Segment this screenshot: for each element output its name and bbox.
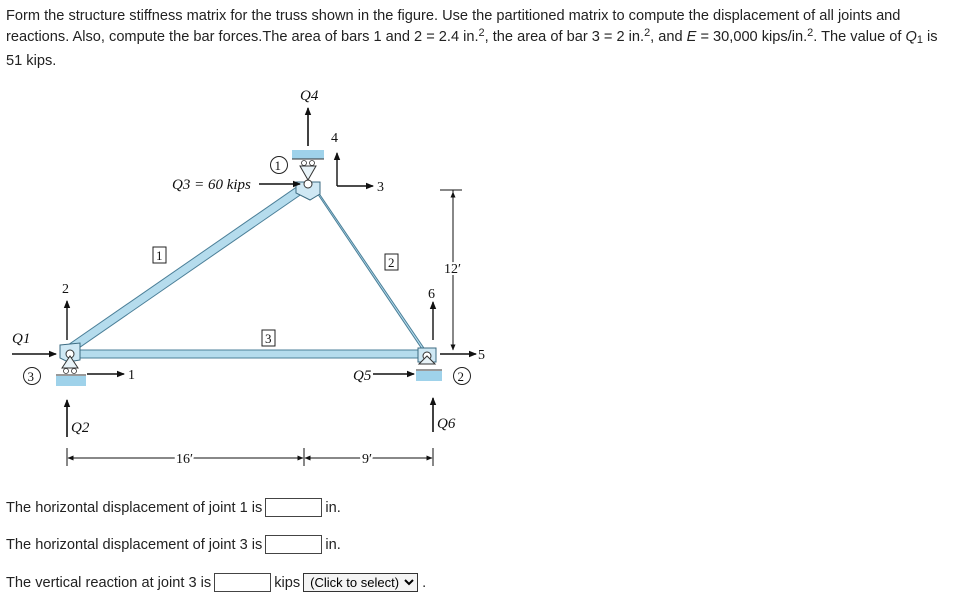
question-row-2: [6, 535, 341, 554]
problem-text-2: , the area of bar 3 = 2 in.: [484, 29, 645, 45]
problem-text-5: . The value of: [813, 29, 906, 45]
q2-label: Q2: [71, 420, 90, 436]
bar-1-member: [68, 184, 306, 352]
q6-label: Q6: [437, 416, 456, 432]
bar-3-member: [70, 350, 430, 358]
answer-input-2[interactable]: [265, 535, 322, 554]
problem-text-1: Form the structure stiffness matrix for the truss shown in the figure. Use the partitioned matrix to compute the displacement of all joints and reactions. Also, compute the bar forces.The area of bars 1 and 2 = 2.4 in.: [6, 8, 901, 45]
question-row-1: [6, 498, 341, 517]
superscript: 2: [478, 27, 485, 40]
bar-2-label: 2: [388, 255, 395, 270]
question-3-trailing: .: [422, 574, 427, 591]
joint-3-label: 3: [27, 369, 34, 384]
joint-3-support: [56, 343, 86, 386]
bar-2-member: [311, 184, 430, 357]
question-row-3: [6, 573, 426, 592]
modulus-symbol: E: [686, 29, 697, 45]
answer-input-1[interactable]: [265, 498, 322, 517]
dof-1-label: 1: [128, 368, 135, 383]
dof-4-label: 4: [331, 131, 338, 146]
dof-6-label: 6: [428, 287, 435, 302]
direction-select[interactable]: [303, 573, 418, 592]
bar-1-label: 1: [156, 248, 163, 263]
truss-members: [68, 184, 430, 358]
problem-statement: [6, 6, 948, 72]
answer-input-3[interactable]: [214, 573, 271, 592]
joint-1-support: [292, 150, 324, 200]
q-symbol: Q: [905, 29, 917, 45]
joint-2-support: [416, 348, 442, 381]
span-right-dimension: 9′: [362, 452, 373, 467]
dof-2-label: 2: [62, 282, 69, 297]
span-left-dimension: 16′: [176, 452, 194, 467]
height-dimension: 12′: [444, 262, 462, 277]
q-subscript: 1: [916, 34, 923, 47]
superscript: 2: [807, 27, 814, 40]
bar-3-label: 3: [265, 331, 272, 346]
q3-load-label: Q3 = 60 kips: [172, 177, 251, 193]
question-1-unit: in.: [325, 499, 341, 516]
question-2-unit: in.: [325, 536, 341, 553]
q1-label: Q1: [12, 331, 31, 347]
superscript: 2: [644, 27, 651, 40]
dof-3-label: 3: [377, 180, 384, 195]
question-1-label: The horizontal displacement of joint 1 is: [6, 499, 263, 516]
joint-2-label: 2: [457, 369, 464, 384]
q4-label: Q4: [300, 88, 319, 104]
q5-label: Q5: [353, 368, 372, 384]
problem-text-6: is 51 kips.: [6, 29, 938, 70]
question-3-unit: kips: [274, 574, 301, 591]
joint-1-label: 1: [274, 158, 281, 173]
truss-figure: [0, 80, 953, 480]
dof-5-label: 5: [478, 348, 485, 363]
question-3-label: The vertical reaction at joint 3 is: [6, 574, 212, 591]
question-2-label: The horizontal displacement of joint 3 is: [6, 536, 263, 553]
problem-text-4: = 30,000 kips/in.: [696, 29, 808, 45]
problem-text-3: , and: [650, 29, 687, 45]
